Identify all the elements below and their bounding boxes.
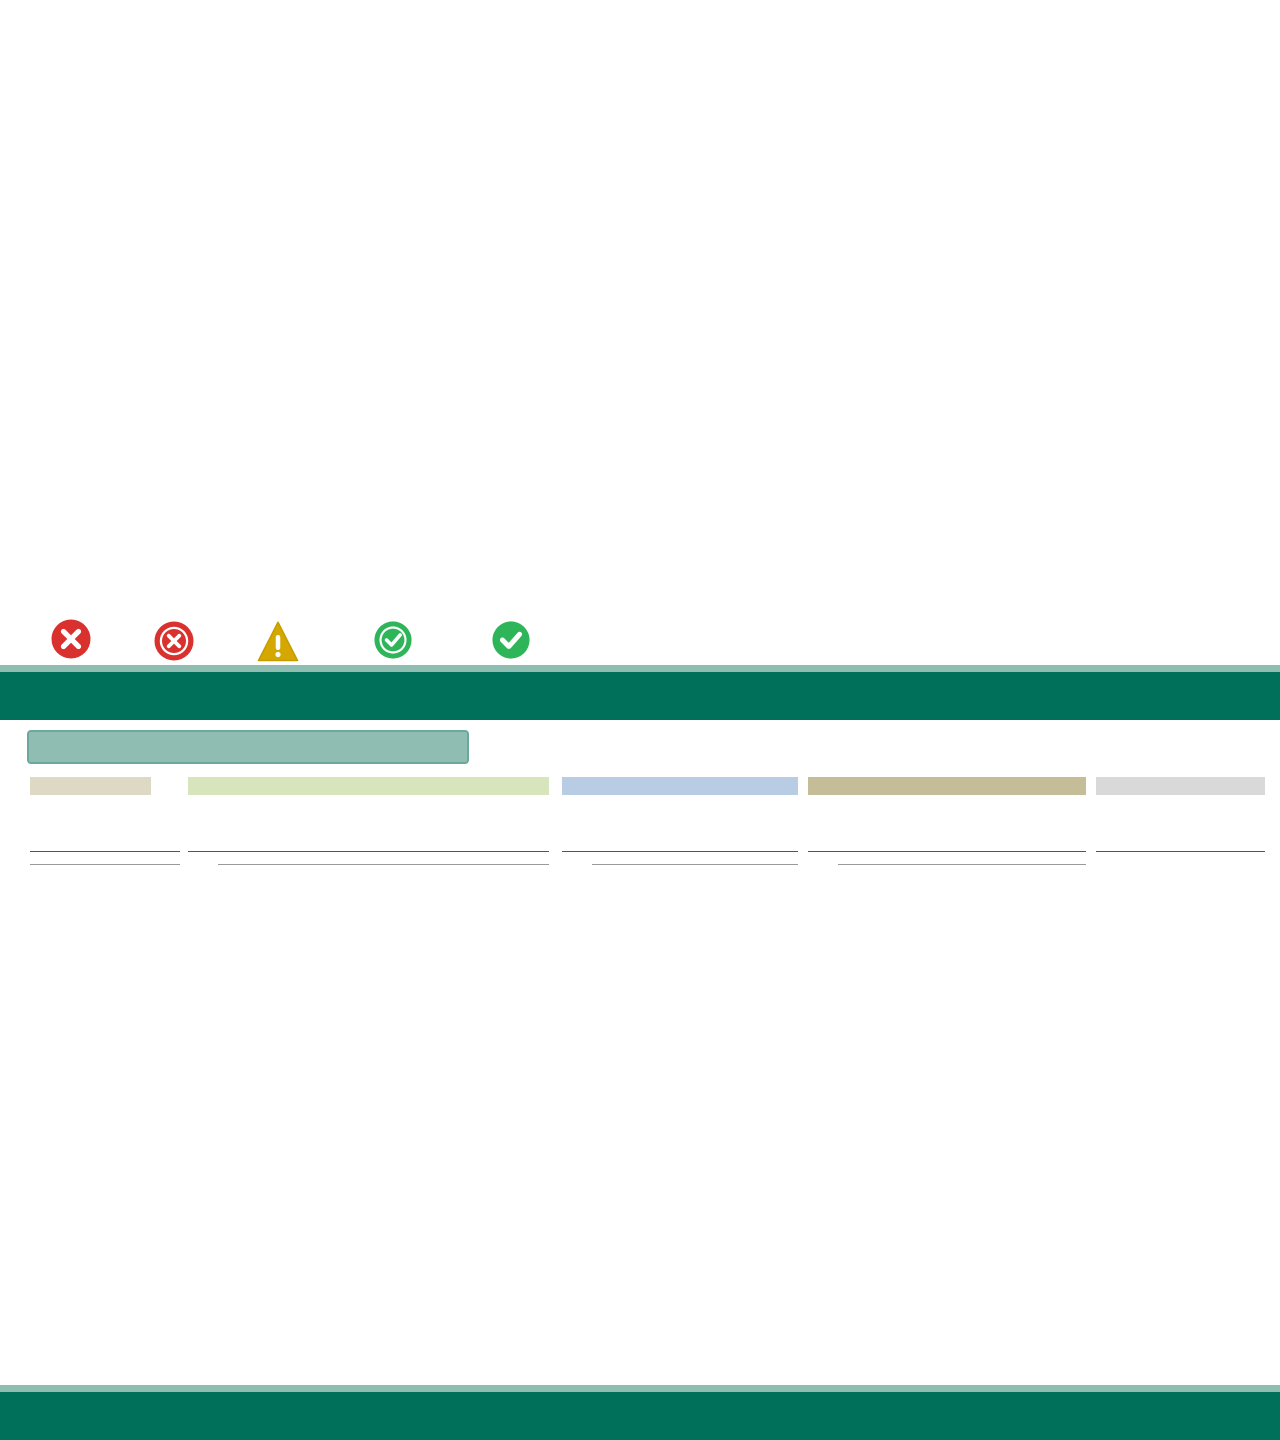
warning-icon xyxy=(256,620,300,662)
footer-band-bottom xyxy=(0,1385,1280,1440)
growth-icon xyxy=(373,620,413,660)
evolucion-header xyxy=(1096,777,1265,795)
mercado-header xyxy=(808,777,1086,795)
period-header xyxy=(30,777,151,795)
prosperity-icon xyxy=(491,620,531,660)
section-subtitle xyxy=(27,730,469,764)
footer-band-top xyxy=(0,665,1280,720)
crisis-icon xyxy=(50,618,92,660)
negocio-header xyxy=(188,777,549,795)
productivo-header xyxy=(562,777,798,795)
signs-of-crisis-icon xyxy=(153,620,195,662)
